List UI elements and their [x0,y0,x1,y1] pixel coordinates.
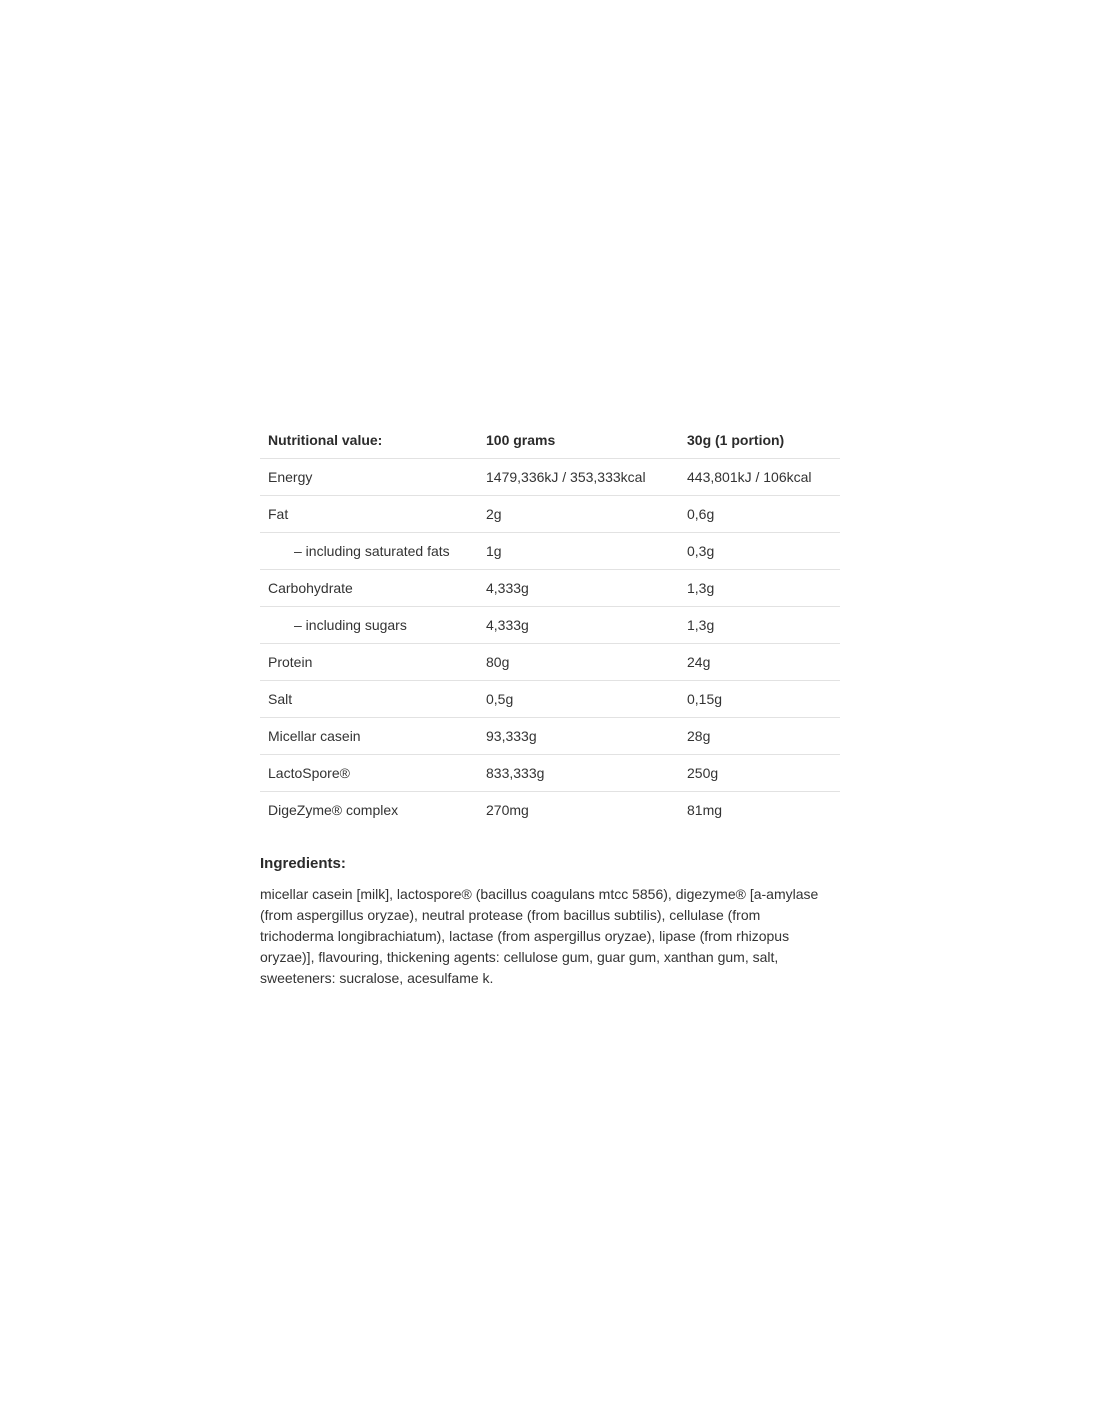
row-per-portion: 443,801kJ / 106kcal [679,459,840,496]
row-per-100g: 2g [478,496,679,533]
row-per-100g: 4,333g [478,570,679,607]
row-per-portion: 24g [679,644,840,681]
row-per-100g: 0,5g [478,681,679,718]
row-name: Fat [260,496,478,533]
table-row [260,792,840,829]
table-header-row [260,422,840,459]
table-row [260,718,840,755]
row-per-portion: 0,3g [679,533,840,570]
table-row [260,459,840,496]
row-name: – including saturated fats [260,533,478,570]
table-row [260,533,840,570]
table-row [260,570,840,607]
table-row [260,496,840,533]
row-per-portion: 250g [679,755,840,792]
header-portion: 30g (1 portion) [679,422,840,459]
row-name: DigeZyme® complex [268,802,399,818]
row-name: Micellar casein [260,718,478,755]
row-name: LactoSpore® [260,755,478,792]
row-per-100g: 4,333g [478,607,679,644]
row-per-portion: 0,6g [679,496,840,533]
row-name: Carbohydrate [260,570,478,607]
nutrition-table-body [260,459,840,829]
ingredients-heading: Ingredients: [260,855,346,872]
ingredients-text: micellar casein [milk], lactospore® (bacillus coagulans mtcc 5856), digezyme® [a-amylase (from aspergillus oryzae), neutral protease (from bacillus subtilis), cellulase (from trichoderma longibrachiatum), lactase (from aspergillus oryzae), lipase (from rhizopus oryzae)], flavouring, thickening agents: cellulose gum, guar gum, xanthan gum, salt, sweeteners: sucralose, acesulfame k. [260,886,819,986]
table-row [260,644,840,681]
row-name: Protein [260,644,478,681]
product-info [260,422,840,989]
nutrition-table [260,422,840,828]
row-per-100g: 270mg [486,802,529,818]
row-name: – including sugars [260,607,478,644]
row-per-100g: 833,333g [478,755,679,792]
row-per-portion: 81mg [687,802,723,818]
row-name: Salt [260,681,478,718]
row-per-portion: 0,15g [679,681,840,718]
header-100-grams: 100 grams [478,422,679,459]
table-row [260,681,840,718]
row-per-portion: 28g [679,718,840,755]
ingredients-section [260,854,840,989]
header-nutritional-value: Nutritional value: [260,422,478,459]
table-row [260,607,840,644]
row-per-portion: 1,3g [679,607,840,644]
row-per-100g: 80g [478,644,679,681]
row-per-100g: 1479,336kJ / 353,333kcal [478,459,679,496]
row-per-100g: 1g [478,533,679,570]
row-per-100g: 93,333g [478,718,679,755]
row-per-portion: 1,3g [679,570,840,607]
row-name: Energy [260,459,478,496]
table-row [260,755,840,792]
